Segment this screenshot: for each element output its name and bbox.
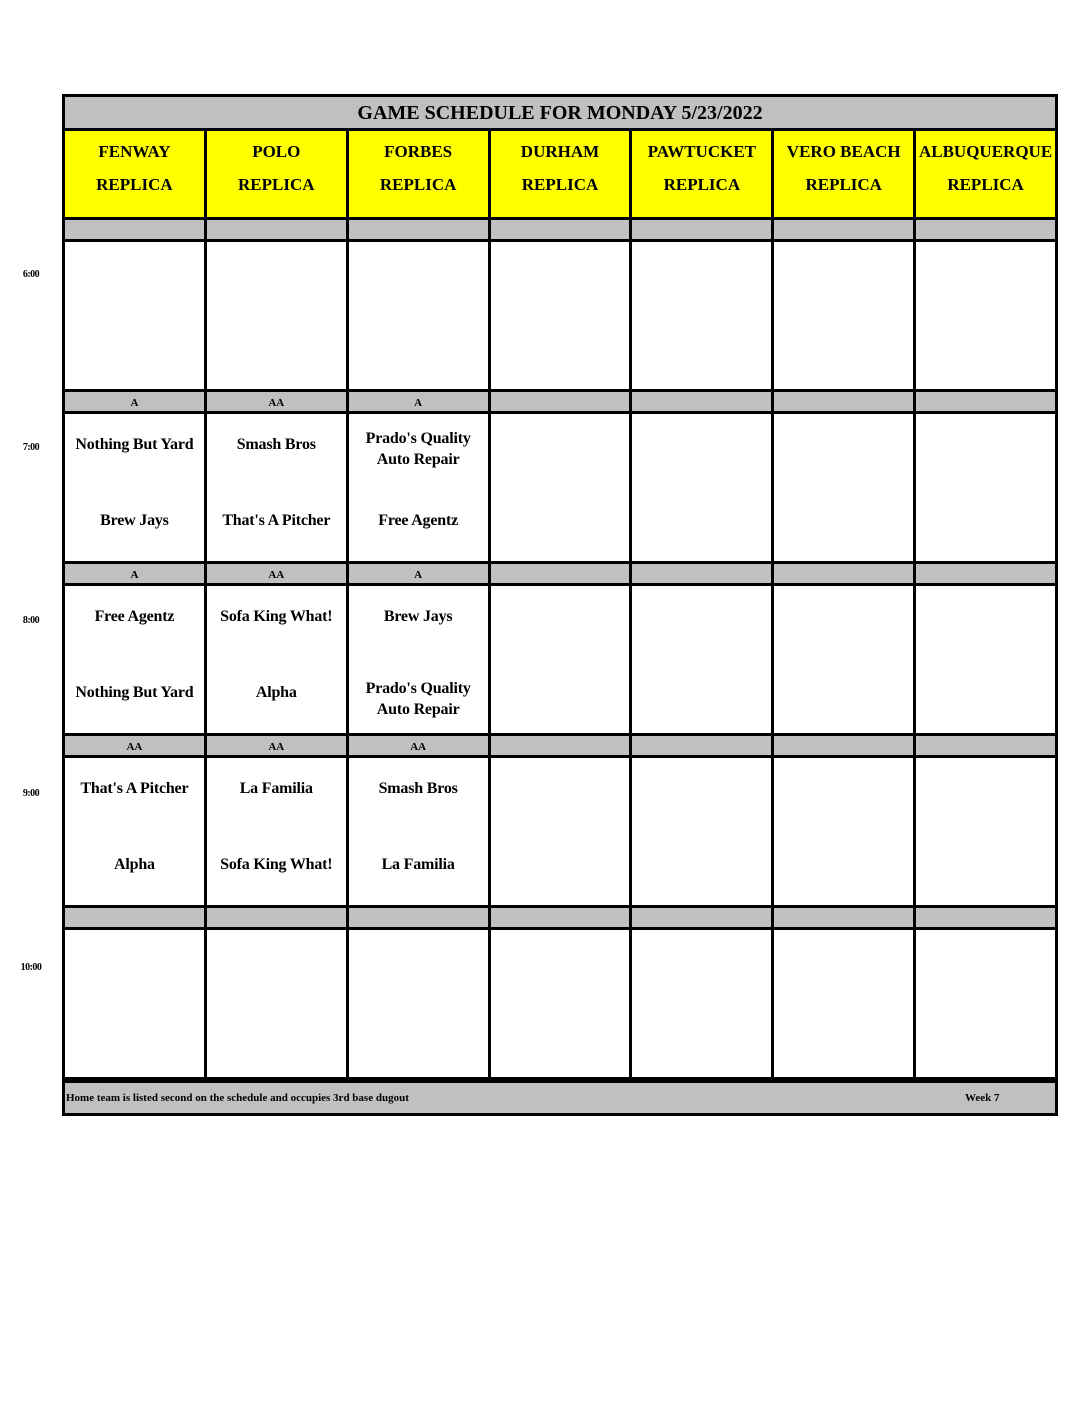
home-team: Alpha — [255, 684, 297, 701]
level-cell — [632, 392, 771, 411]
game-cell — [65, 586, 204, 733]
time-label: 8:00 — [22, 615, 40, 626]
away-team: La Familia — [239, 780, 313, 797]
game-cell — [349, 930, 488, 1077]
field-header — [632, 131, 771, 217]
game-cell — [65, 930, 204, 1077]
level-cell — [916, 220, 1055, 239]
level-cell — [774, 392, 913, 411]
away-team: Smash Bros — [236, 436, 316, 453]
game-cell — [207, 242, 346, 389]
game-cell — [774, 758, 913, 905]
field-name: PAWTUCKET — [647, 142, 756, 161]
home-team: That's A Pitcher — [222, 512, 331, 529]
away-team: That's A Pitcher — [80, 780, 189, 797]
schedule-table — [62, 94, 1058, 1116]
level-cell: AA — [207, 392, 346, 411]
game-cell — [207, 758, 346, 905]
week-label: Week 7 — [965, 1092, 1000, 1104]
home-team: Nothing But Yard — [75, 684, 194, 701]
level-cell — [65, 908, 204, 927]
level-cell — [491, 564, 630, 583]
field-type: REPLICA — [96, 175, 173, 194]
footer-note: Home team is listed second on the schedule and occupies 3rd base dugout — [66, 1092, 409, 1104]
level-cell — [349, 908, 488, 927]
field-type: REPLICA — [947, 175, 1024, 194]
field-name: FORBES — [384, 142, 453, 161]
home-team: Alpha — [114, 856, 155, 873]
field-name: POLO — [252, 142, 301, 161]
game-cell — [491, 930, 630, 1077]
home-team: La Familia — [381, 856, 455, 873]
field-name: VERO BEACH — [786, 142, 901, 161]
level-cell — [632, 220, 771, 239]
schedule-grid — [65, 131, 1055, 1077]
level-cell — [491, 220, 630, 239]
game-cell — [916, 586, 1055, 733]
game-cell — [632, 758, 771, 905]
time-label: 7:00 — [22, 442, 40, 453]
game-cell — [349, 586, 488, 733]
level-cell: AA — [349, 736, 488, 755]
away-team: Prado's Quality Auto Repair — [365, 430, 471, 468]
level-cell — [916, 392, 1055, 411]
game-cell — [774, 414, 913, 561]
game-cell — [916, 242, 1055, 389]
home-team: Brew Jays — [100, 512, 169, 529]
game-cell — [65, 414, 204, 561]
game-cell — [774, 586, 913, 733]
level-cell — [632, 736, 771, 755]
game-cell — [632, 930, 771, 1077]
field-name: FENWAY — [98, 142, 171, 161]
schedule-title: GAME SCHEDULE FOR MONDAY 5/23/2022 — [65, 97, 1055, 128]
home-team: Sofa King What! — [220, 856, 333, 873]
game-cell — [491, 586, 630, 733]
game-cell — [916, 758, 1055, 905]
field-type: REPLICA — [238, 175, 315, 194]
level-cell: AA — [65, 736, 204, 755]
game-cell — [349, 242, 488, 389]
field-header — [774, 131, 913, 217]
level-cell — [349, 220, 488, 239]
field-header — [916, 131, 1055, 217]
game-cell — [916, 930, 1055, 1077]
level-cell — [774, 736, 913, 755]
level-cell — [491, 736, 630, 755]
time-column — [0, 0, 62, 1408]
level-cell — [207, 908, 346, 927]
game-cell — [632, 414, 771, 561]
field-header — [491, 131, 630, 217]
away-team: Nothing But Yard — [75, 436, 194, 453]
away-team: Brew Jays — [383, 608, 453, 625]
field-header — [349, 131, 488, 217]
field-type: REPLICA — [521, 175, 599, 194]
game-cell — [207, 930, 346, 1077]
away-team: Sofa King What! — [220, 608, 333, 625]
game-cell — [774, 242, 913, 389]
level-cell: A — [65, 564, 204, 583]
time-label: 9:00 — [22, 788, 40, 799]
level-cell: AA — [207, 564, 346, 583]
level-cell — [774, 908, 913, 927]
home-team: Prado's Quality Auto Repair — [365, 680, 471, 718]
field-type: REPLICA — [663, 175, 741, 194]
away-team: Smash Bros — [378, 780, 458, 797]
level-cell — [774, 564, 913, 583]
level-cell — [632, 908, 771, 927]
level-cell — [491, 392, 630, 411]
game-cell — [916, 414, 1055, 561]
game-cell — [349, 414, 488, 561]
away-team: Free Agentz — [94, 608, 175, 625]
game-cell — [491, 758, 630, 905]
level-cell: A — [349, 392, 488, 411]
schedule-footer — [65, 1083, 1055, 1113]
game-cell — [491, 414, 630, 561]
level-cell — [916, 736, 1055, 755]
level-cell: AA — [207, 736, 346, 755]
field-header — [65, 131, 204, 217]
game-cell — [491, 242, 630, 389]
game-cell — [632, 242, 771, 389]
home-team: Free Agentz — [378, 512, 458, 529]
level-cell: A — [349, 564, 488, 583]
field-name: ALBUQUERQUE — [918, 142, 1053, 161]
game-cell — [65, 758, 204, 905]
level-cell — [916, 564, 1055, 583]
time-label: 6:00 — [22, 269, 40, 280]
level-cell — [774, 220, 913, 239]
game-cell — [207, 586, 346, 733]
game-cell — [207, 414, 346, 561]
game-cell — [349, 758, 488, 905]
game-cell — [632, 586, 771, 733]
level-cell — [632, 564, 771, 583]
game-cell — [65, 242, 204, 389]
level-cell — [916, 908, 1055, 927]
field-header — [207, 131, 346, 217]
field-name: DURHAM — [520, 142, 600, 161]
level-cell: A — [65, 392, 204, 411]
level-cell — [491, 908, 630, 927]
field-type: REPLICA — [805, 175, 882, 194]
time-label: 10:00 — [20, 962, 42, 973]
field-type: REPLICA — [379, 175, 457, 194]
game-cell — [774, 930, 913, 1077]
level-cell — [207, 220, 346, 239]
level-cell — [65, 220, 204, 239]
